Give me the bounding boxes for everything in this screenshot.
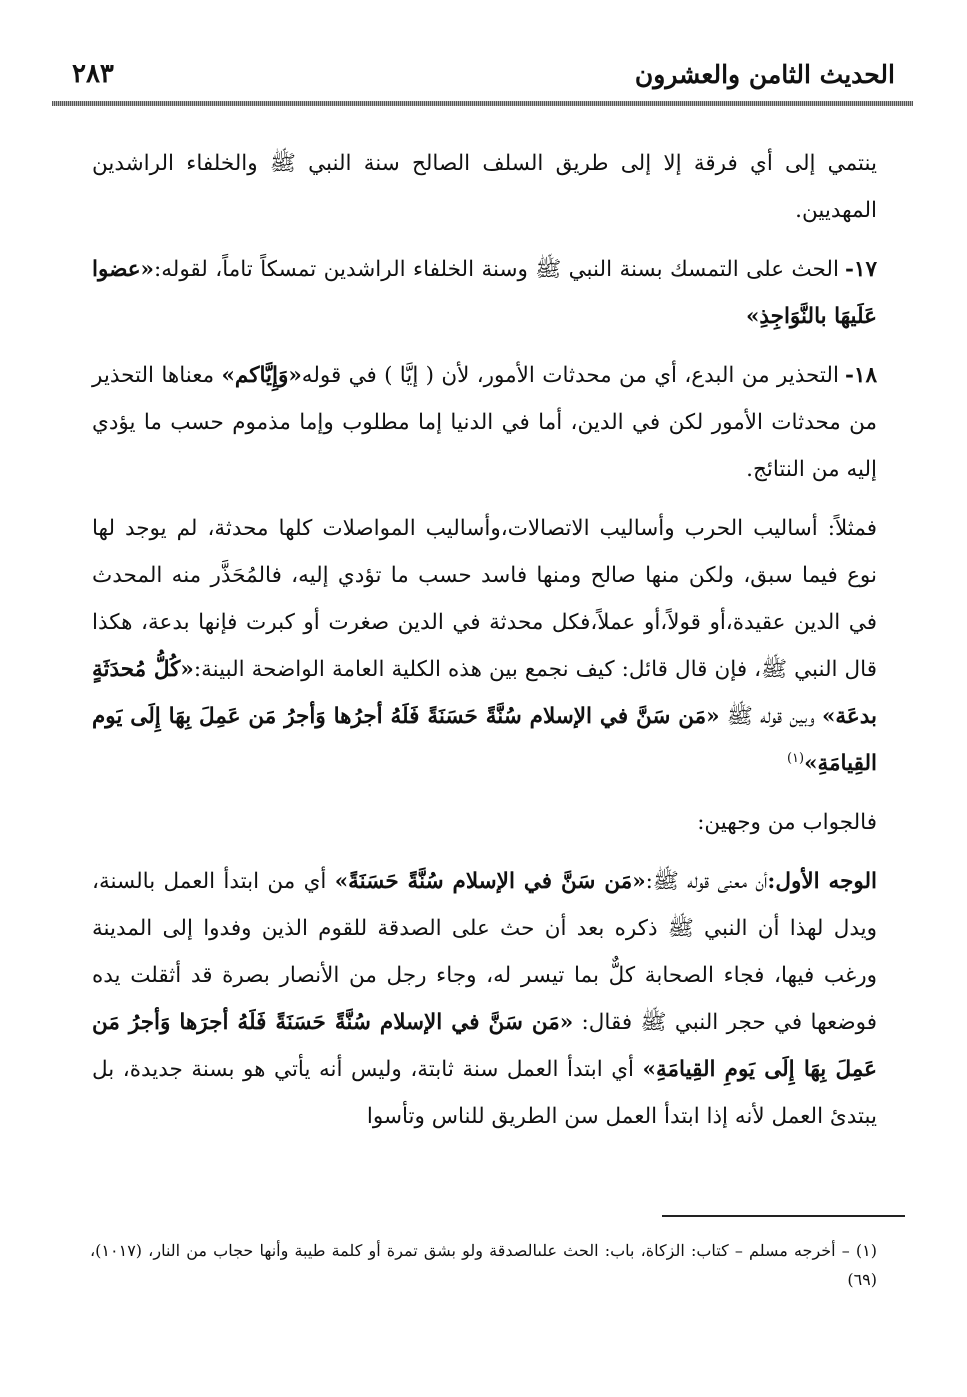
footnote [90,1236,877,1294]
hadith-quote: «عضوا عَلَيهَا بالنَّوَاجِذِ» [92,257,877,329]
paragraph-answer [92,799,877,846]
paragraph-first-aspect [92,858,877,1140]
paragraph-text: ينتمي إلى أي فرقة إلا إلى طريق السلف الصالح سنة النبي ﷺ والخلفاء الراشدين المهديين. [92,151,877,223]
paragraph-text: معناها التحذير من محدثات الأمور لكن في الدين، أما في الدنيا إما مطلوب وإما مذموم حسب ما يؤدي إليه من النتائج. [92,363,877,482]
hadith-quote: «وَإِيَّاكم» [221,363,302,388]
numbered-point-17 [92,246,877,340]
footnote-separator [662,1215,905,1217]
footnote-reference: (١) [786,750,805,766]
hadith-quote: «مَن سَنَّ في الإسلام سُنَّةً حَسَنَةً فَلَهُ أجرَها وَأجرُ مَن عَمِلَ بِهَا إِلَى يَومِ القِيامَةِ» [92,1010,877,1082]
paragraph [92,140,877,234]
hadith-quote: «مَن سَنَّ في الإسلام سُنَّةً حَسَنَةً فَلَهُ أجرُها وَأجرُ مَن عَمِلَ بِهَا إِلَى يَوم القِيامَةِ» [92,704,877,776]
paragraph-text: فمثلاً: أساليب الحرب وأساليب الاتصالات،وأساليب المواصلات كلها محدثة، لم يوجد لها نوع فيما سبق، ولكن منها صالح ومنها فاسد حسب ما تؤدي إليه، فالمُحَذَّر منه المحدث في الدين عقيدة،أو قولاً،أو عملاً،فكل محدثة في الدين صغرت أو كبرت فإنها بدعة، هكذا قال النبي ﷺ، فإن قال قائل: كيف نجمع بين هذه الكلية العامة الواضحة البينة: [92,516,877,682]
section-lead: الوجه الأول: [767,869,877,894]
paragraph-text: الحث على التمسك بسنة النبي ﷺ وسنة الخلفاء الراشدين تمسكاً تاماً، لقوله: [154,257,839,282]
point-number: ١٧- [844,257,877,282]
header-rule [52,101,913,106]
main-text [92,140,877,1152]
paragraph-text: أي ابتدأ العمل سنة ثابتة، وليس أنه يأتي هو بسنة جديدة، بل يبتدئ العمل لأنه إذا ابتدأ العمل سن الطريق للناس وتأسوا [92,1057,877,1129]
footnote-text: (١) – أخرجه مسلم – كتاب: الزكاة، باب: الحث علىالصدقة ولو بشق تمرة أو كلمة طيبة وأنها حجاب من النار، (١٠١٧)،(٦٩) [90,1241,877,1289]
paragraph-text: أن معنى قوله ﷺ: [645,869,768,894]
point-number: ١٨- [844,363,877,388]
page-number: ٢٨٣ [72,59,114,89]
paragraph-text: وبين قوله ﷺ [719,704,822,729]
numbered-point-18 [92,352,877,493]
paragraph-text: التحذير من البدع، أي من محدثات الأمور، لأن ( إيَّا ) في قوله [301,363,839,388]
paragraph-text: فالجواب من وجهين: [697,810,877,835]
paragraph-text: أي من ابتدأ العمل بالسنة، ويدل لهذا أن النبي ﷺ ذكره بعد أن حث على الصدقة للقوم الذين وفدوا إلى المدينة ورغب فيها، فجاء الصحابة كلٌّ بما تيسر له، وجاء رجل من الأنصار بصرة قد أثقلت يده فوضعها في حجر النبي ﷺ فقال: [92,869,878,1035]
paragraph-example [92,505,877,787]
chapter-title: الحديث الثامن والعشرون [634,59,895,89]
page-header [72,50,895,98]
hadith-quote: «كُلُّ مُحدَثَةٍ بدعَة» [92,657,877,729]
hadith-quote: «مَن سَنَّ في الإسلام سُنَّةً حَسَنَةً» [334,869,646,894]
